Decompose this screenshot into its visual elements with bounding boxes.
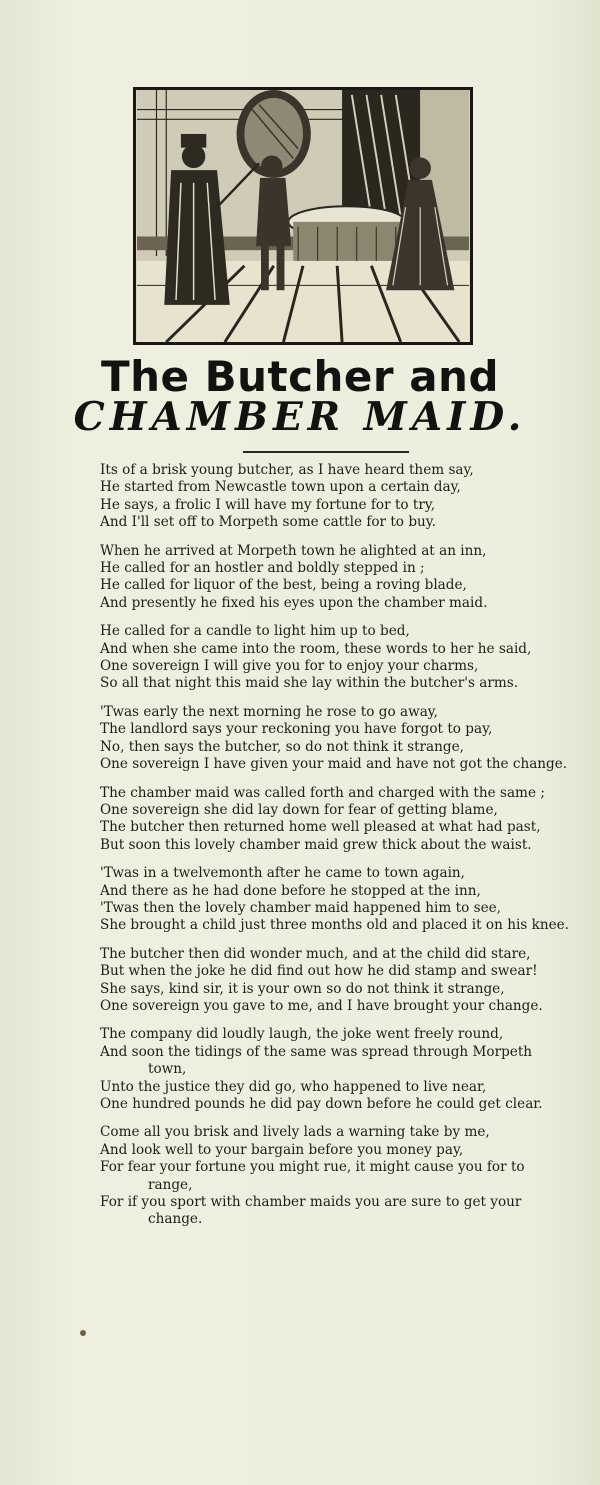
stanza xyxy=(100,1026,570,1113)
stanza xyxy=(100,946,570,1016)
verse-line: 'Twas early the next morning he rose to go away, xyxy=(100,703,438,720)
stanza xyxy=(100,623,570,693)
verse-line: One sovereign she did lay down for fear of getting blame, xyxy=(100,801,498,818)
title-line-1: The Butcher and xyxy=(100,352,500,401)
stanza xyxy=(100,543,570,613)
verse-line: The landlord says your reckoning you have forgot to pay, xyxy=(100,721,493,738)
verse-line: One sovereign you gave to me, and I have brought your change. xyxy=(100,997,543,1014)
verse-line: But soon this lovely chamber maid grew thick about the waist. xyxy=(100,836,532,853)
title-divider xyxy=(243,451,409,453)
verse-line: She says, kind sir, it is your own so do not think it strange, xyxy=(100,980,505,997)
verse-line: She brought a child just three months old and placed it on his knee. xyxy=(100,917,569,934)
verse-line: When he arrived at Morpeth town he alighted at an inn, xyxy=(100,542,487,559)
verse-line: And presently he fixed his eyes upon the chamber maid. xyxy=(100,594,488,611)
verse-line: 'Twas then the lovely chamber maid happened him to see, xyxy=(100,899,501,916)
verse-line: And when she came into the room, these words to her he said, xyxy=(100,640,532,657)
ink-blot xyxy=(80,1330,86,1336)
verse-line: And there as he had done before he stopped at the inn, xyxy=(100,882,481,899)
verse-line: And soon the tidings of the same was spread through Morpeth town, xyxy=(100,1043,533,1078)
stanza xyxy=(100,704,570,774)
verse-line: He started from Newcastle town upon a certain day, xyxy=(100,479,461,496)
stanza xyxy=(100,1124,570,1228)
ballad-text xyxy=(100,462,570,1240)
verse-line: He called for an hostler and boldly stepped in ; xyxy=(100,560,425,577)
woodcut-scene-icon xyxy=(136,90,470,342)
verse-line: He called for a candle to light him up to bed, xyxy=(100,623,410,640)
verse-line: The chamber maid was called forth and charged with the same ; xyxy=(100,784,545,801)
verse-line: The butcher then returned home well pleased at what had past, xyxy=(100,819,541,836)
verse-line: And I'll set off to Morpeth some cattle for to buy. xyxy=(100,514,436,531)
verse-line: He says, a frolic I will have my fortune for to try, xyxy=(100,496,436,513)
verse-line: One sovereign I will give you for to enjoy your charms, xyxy=(100,658,479,675)
stanza xyxy=(100,462,570,532)
verse-line: So all that night this maid she lay within the butcher's arms. xyxy=(100,675,519,692)
verse-line: But when the joke he did find out how he did stamp and swear! xyxy=(100,963,538,980)
stanza xyxy=(100,785,570,855)
verse-line: He called for liquor of the best, being a roving blade, xyxy=(100,577,467,594)
title-line-2: CHAMBER MAID. xyxy=(73,394,527,440)
verse-line: No, then says the butcher, so do not think it strange, xyxy=(100,738,464,755)
verse-line: One sovereign I have given your maid and have not got the change. xyxy=(100,756,568,773)
verse-line: Its of a brisk young butcher, as I have heard them say, xyxy=(100,462,474,478)
verse-line: The company did loudly laugh, the joke went freely round, xyxy=(100,1026,504,1043)
verse-line: The butcher then did wonder much, and at the child did stare, xyxy=(100,945,531,962)
verse-line: Unto the justice they did go, who happened to live near, xyxy=(100,1078,487,1095)
verse-line: Come all you brisk and lively lads a warning take by me, xyxy=(100,1124,490,1141)
verse-line: For if you sport with chamber maids you are sure to get your change. xyxy=(100,1194,522,1228)
verse-line: And look well to your bargain before you money pay, xyxy=(100,1141,464,1158)
verse-line: For fear your fortune you might rue, it might cause you for to range, xyxy=(100,1159,525,1193)
verse-line: One hundred pounds he did pay down before he could get clear. xyxy=(100,1096,543,1112)
woodcut-illustration xyxy=(133,87,473,345)
verse-line: 'Twas in a twelvemonth after he came to town again, xyxy=(100,865,466,882)
stanza xyxy=(100,865,570,935)
